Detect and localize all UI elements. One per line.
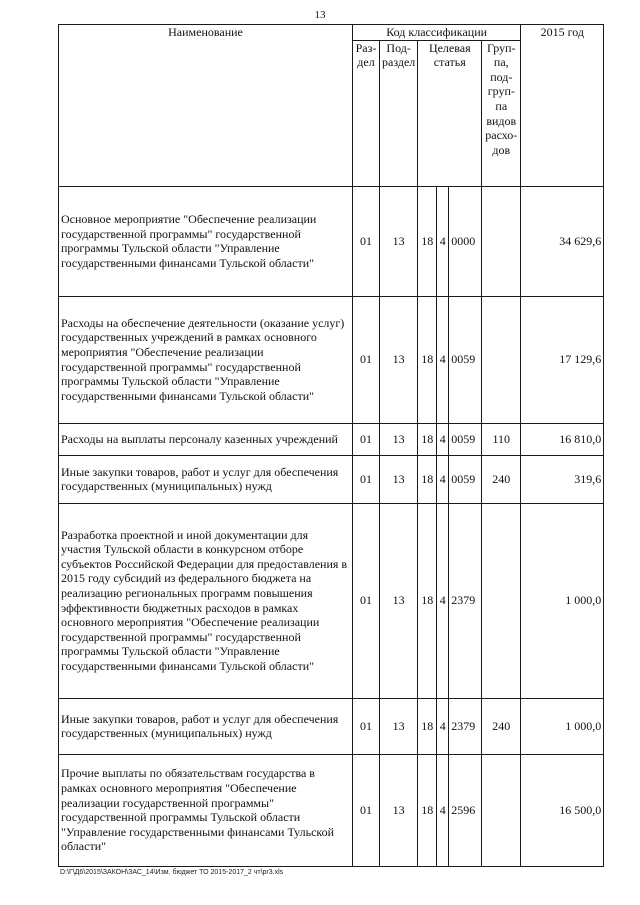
table-row <box>59 754 604 866</box>
row-name: Иные закупки товаров, работ и услуг для обеспечения государственных (муниципальных) нужд <box>59 698 353 754</box>
row-amount: 1 000,0 <box>521 503 604 698</box>
row-subsection: 13 <box>380 423 418 455</box>
row-subsection: 13 <box>380 186 418 296</box>
row-section: 01 <box>353 423 380 455</box>
table-row <box>59 423 604 455</box>
row-target-program: 18 <box>418 754 437 866</box>
row-target-subprogram: 4 <box>437 296 449 423</box>
row-section: 01 <box>353 455 380 503</box>
row-expense-group <box>482 754 521 866</box>
row-subsection: 13 <box>380 754 418 866</box>
row-amount: 16 810,0 <box>521 423 604 455</box>
header-section: Раз- дел <box>353 40 380 186</box>
header-expense-group: Груп- па, под- груп- па видов расхо- дов <box>482 40 521 186</box>
header-target-item: Целевая статья <box>418 40 482 186</box>
row-target-direction: 2379 <box>449 698 482 754</box>
row-subsection: 13 <box>380 698 418 754</box>
row-target-subprogram: 4 <box>437 698 449 754</box>
row-expense-group <box>482 296 521 423</box>
row-target-direction: 0059 <box>449 296 482 423</box>
table-row <box>59 698 604 754</box>
header-year: 2015 год <box>521 25 604 187</box>
header-classification: Код классификации <box>353 25 521 41</box>
row-section: 01 <box>353 186 380 296</box>
row-expense-group: 240 <box>482 698 521 754</box>
row-name: Прочие выплаты по обязательствам государства в рамках основного мероприятия "Обеспечение реализации государственной программы" государственной программы Тульской области "Управление государственными финансами Тульской области" <box>59 754 353 866</box>
row-subsection: 13 <box>380 503 418 698</box>
row-target-subprogram: 4 <box>437 423 449 455</box>
row-target-subprogram: 4 <box>437 754 449 866</box>
header-subsection: Под- раздел <box>380 40 418 186</box>
file-path-footer: D:\Г\Д6\2015\ЗАКОН\ЗАС_14\Изм. бюджет ТО 2015-2017_2 чт\pr3.xls <box>60 869 284 876</box>
row-name: Основное мероприятие "Обеспечение реализации государственной программы" государственной программы Тульской области "Управление государственными финансами Тульской области" <box>59 186 353 296</box>
row-target-program: 18 <box>418 423 437 455</box>
row-section: 01 <box>353 296 380 423</box>
row-name: Расходы на обеспечение деятельности (оказание услуг) государственных учреждений в рамках основного мероприятия "Обеспечение реализации государственной программы" государственной программы Тульской области "Управление государственными финансами Тульской области" <box>59 296 353 423</box>
row-expense-group <box>482 503 521 698</box>
row-amount: 16 500,0 <box>521 754 604 866</box>
row-target-program: 18 <box>418 503 437 698</box>
row-target-direction: 0059 <box>449 455 482 503</box>
row-target-subprogram: 4 <box>437 455 449 503</box>
row-target-direction: 2379 <box>449 503 482 698</box>
row-subsection: 13 <box>380 455 418 503</box>
row-target-program: 18 <box>418 296 437 423</box>
row-subsection: 13 <box>380 296 418 423</box>
row-expense-group: 110 <box>482 423 521 455</box>
row-target-program: 18 <box>418 455 437 503</box>
row-section: 01 <box>353 698 380 754</box>
row-section: 01 <box>353 754 380 866</box>
row-name: Иные закупки товаров, работ и услуг для обеспечения государственных (муниципальных) нужд <box>59 455 353 503</box>
row-target-direction: 0059 <box>449 423 482 455</box>
row-name: Расходы на выплаты персоналу казенных учреждений <box>59 423 353 455</box>
row-target-program: 18 <box>418 698 437 754</box>
row-target-direction: 2596 <box>449 754 482 866</box>
row-expense-group <box>482 186 521 296</box>
row-expense-group: 240 <box>482 455 521 503</box>
table-row <box>59 503 604 698</box>
row-target-program: 18 <box>418 186 437 296</box>
budget-table <box>58 24 604 867</box>
row-target-direction: 0000 <box>449 186 482 296</box>
table-row <box>59 186 604 296</box>
page-number: 13 <box>314 9 326 21</box>
row-name: Разработка проектной и иной документации для участия Тульской области в конкурсном отборе субъектов Российской Федерации для предоставления в 2015 году субсидий из федерального бюджета на реализацию региональных программ повышения эффективности бюджетных расходов в рамках основного мероприятия "Обеспечение реализации государственной программы" государственной программы Тульской области "Управление государственными финансами Тульской области" <box>59 503 353 698</box>
row-amount: 319,6 <box>521 455 604 503</box>
row-target-subprogram: 4 <box>437 503 449 698</box>
row-amount: 17 129,6 <box>521 296 604 423</box>
header-name: Наименование <box>59 25 353 187</box>
row-target-subprogram: 4 <box>437 186 449 296</box>
row-amount: 1 000,0 <box>521 698 604 754</box>
row-amount: 34 629,6 <box>521 186 604 296</box>
row-section: 01 <box>353 503 380 698</box>
table-row <box>59 296 604 423</box>
table-row <box>59 455 604 503</box>
